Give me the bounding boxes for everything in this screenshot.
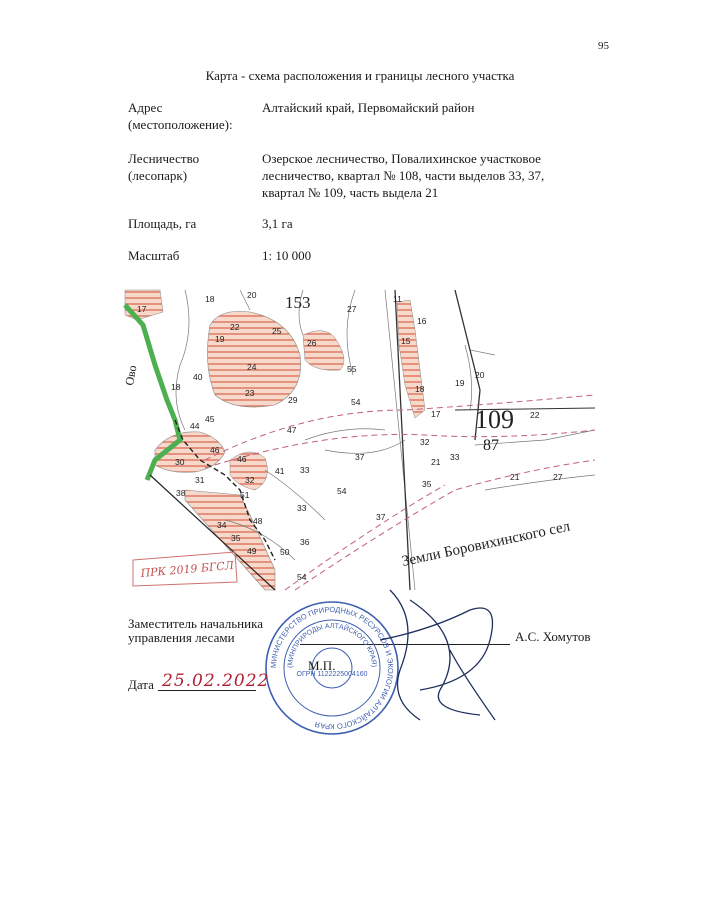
svg-text:34: 34 — [217, 520, 227, 530]
page-number: 95 — [598, 40, 609, 52]
svg-text:МИНИСТЕРСТВО ПРИРОДНЫХ РЕСУРСО: МИНИСТЕРСТВО ПРИРОДНЫХ РЕСУРСОВ И ЭКОЛОГИИ АЛТАЙСКОГО КРАЯ — [268, 604, 396, 732]
deputy-title: Заместитель начальника управления лесами — [128, 616, 263, 645]
svg-text:47: 47 — [287, 425, 297, 435]
svg-text:49: 49 — [247, 546, 257, 556]
svg-text:48: 48 — [253, 516, 263, 526]
roadside-label: Ово — [122, 364, 140, 387]
date-value: 25.02.2022 — [162, 671, 270, 691]
lands-label: Земли Боровихинского сел — [400, 518, 572, 570]
page-title: Карта - схема расположения и границы лесного участка — [205, 68, 515, 83]
svg-text:40: 40 — [193, 372, 203, 382]
svg-text:41: 41 — [275, 466, 285, 476]
svg-text:29: 29 — [288, 395, 298, 405]
svg-text:ОГРН 1122225004160: ОГРН 1122225004160 — [296, 671, 368, 678]
svg-text:25: 25 — [272, 326, 282, 336]
address-label-sub: (местоположение): — [128, 117, 233, 132]
scale-label: Масштаб — [128, 248, 180, 263]
svg-text:36: 36 — [300, 537, 310, 547]
svg-text:24: 24 — [247, 362, 257, 372]
svg-text:35: 35 — [231, 533, 241, 543]
svg-text:45: 45 — [205, 414, 215, 424]
svg-text:54: 54 — [351, 397, 361, 407]
svg-text:51: 51 — [240, 490, 250, 500]
svg-text:27: 27 — [553, 472, 563, 482]
svg-text:19: 19 — [215, 334, 225, 344]
svg-text:55: 55 — [347, 364, 357, 374]
svg-text:(МИНПРИРОДЫ АЛТАЙСКОГО КРАЯ): (МИНПРИРОДЫ АЛТАЙСКОГО КРАЯ) — [286, 622, 378, 669]
svg-text:35: 35 — [422, 479, 432, 489]
svg-text:46: 46 — [237, 454, 247, 464]
svg-text:44: 44 — [190, 421, 200, 431]
svg-text:32: 32 — [420, 437, 430, 447]
svg-text:32: 32 — [245, 475, 255, 485]
signatory-name: А.С. Хомутов — [515, 629, 591, 644]
address-label: Адрес — [128, 100, 163, 115]
svg-text:21: 21 — [431, 457, 441, 467]
svg-text:33: 33 — [297, 503, 307, 513]
svg-text:22: 22 — [530, 410, 540, 420]
handwritten-signature — [360, 580, 510, 735]
svg-text:37: 37 — [355, 452, 365, 462]
svg-text:33: 33 — [300, 465, 310, 475]
forestry-value-line-2: лесничество, квартал № 108, части выделов 33, 37, — [262, 168, 545, 183]
svg-text:20: 20 — [247, 290, 257, 300]
svg-text:22: 22 — [230, 322, 240, 332]
svg-text:27: 27 — [347, 304, 357, 314]
forest-map — [122, 290, 595, 590]
svg-text:11: 11 — [393, 294, 402, 304]
area-label: Площадь, га — [128, 216, 197, 231]
forestry-label-sub: (лесопарк) — [128, 168, 188, 183]
svg-text:20: 20 — [475, 370, 485, 380]
date-label: Дата — [128, 677, 154, 692]
quarter-153: 153 — [285, 293, 311, 312]
address-value: Алтайский край, Первомайский район — [262, 100, 475, 115]
handwritten-note: ПРК 2019 БГСЛ — [140, 558, 235, 580]
svg-text:33: 33 — [450, 452, 460, 462]
svg-text:19: 19 — [455, 378, 465, 388]
svg-text:16: 16 — [417, 316, 427, 326]
svg-text:18: 18 — [205, 294, 215, 304]
area-value: 3,1 га — [262, 216, 293, 231]
quarter-109: 109 — [475, 405, 514, 434]
svg-text:30: 30 — [175, 457, 185, 467]
svg-text:15: 15 — [401, 336, 411, 346]
svg-text:23: 23 — [245, 388, 255, 398]
plot-17: 17 — [137, 304, 147, 314]
svg-text:31: 31 — [195, 475, 205, 485]
quarter-87: 87 — [483, 437, 499, 454]
svg-text:21: 21 — [510, 472, 520, 482]
forestry-value-line-3: квартал № 109, часть выдела 21 — [262, 185, 439, 200]
svg-text:26: 26 — [307, 338, 317, 348]
forestry-value-line-1: Озерское лесничество, Повалихинское участковое — [262, 151, 541, 166]
svg-text:37: 37 — [376, 512, 386, 522]
svg-text:18: 18 — [171, 382, 181, 392]
svg-text:54: 54 — [337, 486, 347, 496]
svg-text:38: 38 — [176, 488, 186, 498]
map-svg — [122, 290, 595, 590]
mp-label: М.П. — [308, 658, 336, 673]
forestry-label: Лесничество — [128, 151, 200, 166]
svg-text:50: 50 — [280, 547, 290, 557]
svg-text:54: 54 — [297, 572, 307, 582]
svg-text:17: 17 — [431, 409, 441, 419]
svg-text:18: 18 — [415, 384, 425, 394]
scale-value: 1: 10 000 — [262, 248, 312, 263]
svg-text:46: 46 — [210, 445, 220, 455]
